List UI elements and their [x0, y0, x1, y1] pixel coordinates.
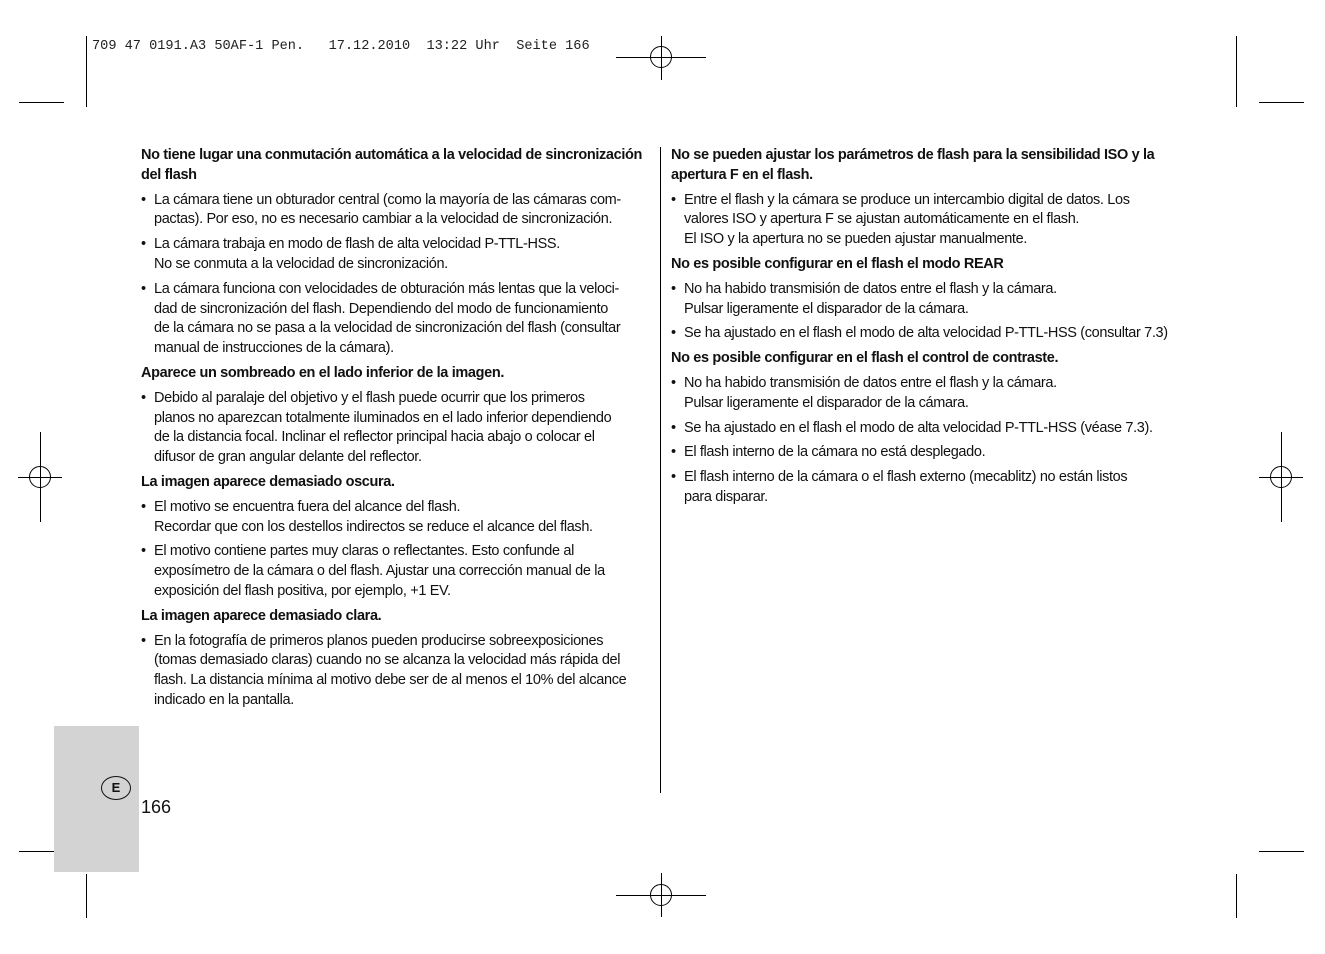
section-heading: [671, 146, 1181, 186]
section: [671, 146, 1181, 250]
bullet-line: • La cámara trabaja en modo de flash de alta velocidad P-TTL-HSS.: [154, 236, 560, 253]
column-divider: [660, 147, 661, 793]
crop-mark-top-left-horizontal: [19, 102, 64, 103]
bullet-line: Recordar que con los destellos indirectos se reduce el alcance del flash.: [154, 518, 593, 535]
bullet-line: de la distancia focal. Inclinar el reflector principal hacia abajo o colocar el: [154, 429, 595, 446]
bullet-line: • Se ha ajustado en el flash el modo de alta velocidad P-TTL-HSS (véase 7.3).: [684, 419, 1153, 436]
crop-mark-bottom-right-vertical: [1236, 874, 1237, 918]
heading-line: No tiene lugar una conmutación automática a la velocidad de sincronización: [141, 147, 643, 163]
bullet-item: [141, 389, 653, 468]
bullet-line: • La cámara funciona con velocidades de obturación más lentas que la veloci-: [154, 280, 619, 297]
bullet-line: • No ha habido transmisión de datos entre el flash y la cámara.: [684, 280, 1057, 297]
right-column: [671, 146, 1181, 513]
heading-line: La imagen aparece demasiado clara.: [141, 607, 382, 624]
section-heading: [671, 349, 1181, 369]
bullet-line: flash. La distancia mínima al motivo debe ser de al menos el 10% del alcance: [154, 672, 627, 689]
bullet-line: pactas). Por eso, no es necesario cambiar a la velocidad de sincronización.: [154, 211, 613, 228]
bullet-item: [141, 632, 653, 711]
section-heading: [671, 255, 1181, 275]
bullet-item: [671, 280, 1181, 320]
heading-line: apertura F en el flash.: [671, 166, 813, 183]
bullet-line: El ISO y la apertura no se pueden ajustar manualmente.: [684, 231, 1028, 248]
bullet-line: • Se ha ajustado en el flash el modo de alta velocidad P-TTL-HSS (consultar 7.3): [684, 325, 1168, 342]
bullet-item: [671, 374, 1181, 414]
section: [141, 607, 653, 711]
heading-line: No se pueden ajustar los parámetros de flash para la sensibilidad ISO y la: [671, 147, 1155, 163]
crop-mark-bottom-right-horizontal: [1259, 851, 1304, 852]
heading-line: No es posible configurar en el flash el modo REAR: [671, 255, 1004, 272]
heading-line: La imagen aparece demasiado oscura.: [141, 473, 395, 490]
crop-mark-top-right-horizontal: [1259, 102, 1304, 103]
bullet-item: [141, 498, 653, 538]
registration-mark-left: [18, 432, 62, 522]
bullet-line: exposímetro de la cámara o del flash. Ajustar una corrección manual de la: [154, 563, 605, 580]
bullet-line: de la cámara no se pasa a la velocidad de sincronización del flash (consultar: [154, 320, 621, 337]
bullet-line: • Entre el flash y la cámara se produce un intercambio digital de datos. Los: [684, 191, 1130, 208]
registration-mark-top: [616, 36, 706, 80]
bullet-line: exposición del flash positiva, por ejemplo, +1 EV.: [154, 582, 451, 599]
registration-mark-right: [1259, 432, 1303, 522]
page-number: 166: [141, 797, 172, 817]
bullet-line: • El motivo contiene partes muy claras o reflectantes. Esto confunde al: [154, 543, 574, 560]
bullet-item: [671, 191, 1181, 250]
section: [671, 349, 1181, 508]
bullet-line: • La cámara tiene un obturador central (como la mayoría de las cámaras com-: [154, 191, 621, 208]
bullet-item: [141, 235, 653, 275]
bullet-line: • Debido al paralaje del objetivo y el flash puede ocurrir que los primeros: [154, 389, 585, 406]
left-column: [141, 146, 653, 716]
heading-line: No es posible configurar en el flash el control de contraste.: [671, 350, 1059, 367]
bullet-line: para disparar.: [684, 488, 768, 505]
section-heading: [141, 364, 653, 384]
section-heading: [141, 607, 653, 627]
bullet-line: indicado en la pantalla.: [154, 691, 294, 708]
heading-line: Aparece un sombreado en el lado inferior de la imagen.: [141, 364, 505, 381]
bullet-line: valores ISO y apertura F se ajustan automáticamente en el flash.: [684, 211, 1080, 228]
registration-mark-bottom: [616, 873, 706, 917]
bullet-item: [141, 191, 653, 231]
language-tab: [54, 726, 139, 872]
bullet-line: • El flash interno de la cámara o el flash externo (mecablitz) no están listos: [684, 469, 1128, 486]
bullet-line: Pulsar ligeramente el disparador de la cámara.: [684, 394, 969, 411]
bullet-item: [141, 542, 653, 601]
crop-mark-top-left-vertical: [86, 36, 87, 107]
print-slug: 709 47 0191.A3 50AF-1 Pen. 17.12.2010 13:22 Uhr Seite 166: [92, 39, 590, 54]
section-heading: [141, 146, 653, 186]
bullet-item: [671, 419, 1181, 439]
section: [141, 146, 653, 359]
crop-mark-bottom-left-vertical: [86, 874, 87, 918]
bullet-line: • En la fotografía de primeros planos pueden producirse sobreexposiciones: [154, 632, 604, 649]
language-badge: E: [101, 776, 131, 800]
bullet-line: • No ha habido transmisión de datos entre el flash y la cámara.: [684, 374, 1057, 391]
bullet-line: • El motivo se encuentra fuera del alcance del flash.: [154, 498, 461, 515]
section: [671, 255, 1181, 344]
bullet-item: [671, 443, 1181, 463]
bullet-line: difusor de gran angular delante del reflector.: [154, 449, 422, 466]
section: [141, 364, 653, 468]
section-heading: [141, 473, 653, 493]
bullet-line: planos no aparezcan totalmente iluminados en el lado inferior dependiendo: [154, 409, 612, 426]
bullet-item: [141, 280, 653, 359]
bullet-line: No se conmuta a la velocidad de sincronización.: [154, 255, 448, 272]
bullet-line: • El flash interno de la cámara no está desplegado.: [684, 444, 986, 461]
heading-line: del flash: [141, 166, 197, 183]
bullet-line: (tomas demasiado claras) cuando no se alcanza la velocidad más rápida del: [154, 652, 621, 669]
crop-mark-top-right-vertical: [1236, 36, 1237, 107]
bullet-line: Pulsar ligeramente el disparador de la cámara.: [684, 300, 969, 317]
bullet-item: [671, 468, 1181, 508]
bullet-line: manual de instrucciones de la cámara).: [154, 340, 394, 357]
section: [141, 473, 653, 602]
bullet-item: [671, 324, 1181, 344]
bullet-line: dad de sincronización del flash. Dependiendo del modo de funcionamiento: [154, 300, 608, 317]
